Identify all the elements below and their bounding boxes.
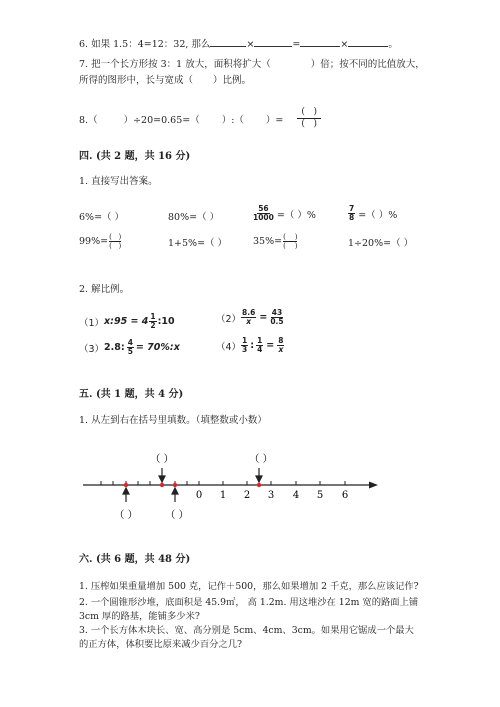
answer-blank[interactable] — [348, 46, 388, 47]
answer-paren[interactable]: （ ） — [114, 510, 138, 521]
word-problem-3-line-2: 的正方体，体积要比原来减少百分之几? — [79, 639, 243, 650]
calc-2c[interactable]: 35%= ( ) ( ) — [253, 233, 298, 250]
fraction: $\frac{1}{4}$ — [257, 336, 263, 354]
calc-2a[interactable]: 99%= ( ) ( ) — [79, 233, 122, 250]
down-arrow-head-icon — [256, 476, 262, 482]
proportion-3[interactable]: （3） 2.8: $\frac{4}{5}$ = 70%:x — [79, 338, 180, 356]
question-6: 6. 如果 1.5：4=12：32, 那么 × = × 。 — [79, 39, 398, 50]
tick-label: 2 — [243, 490, 251, 501]
calc-intro: 1. 直接写出答案。 — [79, 176, 158, 187]
fraction-answer-blank[interactable]: ( ) ( ) — [109, 233, 122, 250]
question-8: 8.（ ）÷20=0.65=（ ）:（ ）= ( ) ( ) — [79, 107, 321, 130]
fraction: $\frac{4}{5}$ — [127, 338, 133, 356]
calc-1a[interactable]: 6%=（ ） — [79, 212, 125, 223]
calc-1b[interactable]: 80%=（ ） — [168, 212, 220, 223]
solve-intro: 2. 解比例。 — [79, 284, 130, 295]
numberline-intro: 1. 从左到右在括号里填数。（填整数或小数） — [79, 415, 267, 426]
tick-label: 6 — [341, 490, 349, 501]
fraction: $\frac{43}{0.5}$ — [270, 308, 284, 326]
calc-2b[interactable]: 1+5%=（ ） — [168, 238, 228, 249]
section-4-title: 四. (共 2 题，共 16 分) — [79, 151, 191, 162]
question-7-line-2: 所得的图形中，长与宽成（ ）比例。 — [79, 75, 252, 86]
fraction: $\frac{56}{1000}$ — [253, 204, 274, 222]
tick-label: 4 — [292, 490, 300, 501]
calc-2d[interactable]: 1÷20%=（ ） — [348, 238, 414, 249]
fraction: $\frac{1}{3}$ — [242, 336, 248, 354]
calc-1d[interactable]: $\frac{7}{8}$ =（ ）% — [349, 204, 398, 222]
fraction-answer-blank[interactable]: ( ) ( ) — [297, 107, 321, 130]
fraction: $\frac{7}{8}$ — [349, 204, 355, 222]
word-problem-1: 1. 压榨如果重量增加 500 克，记作＋500，那么如果增加 2 千克，那么应该记作? — [79, 581, 419, 592]
fraction: $\frac{1}{2}$ — [150, 312, 156, 330]
fraction-answer-blank[interactable]: ( ) ( ) — [283, 233, 298, 250]
number-line — [0, 440, 500, 530]
fraction: $\frac{8}{x}$ — [278, 336, 284, 354]
down-arrow-head-icon — [159, 476, 165, 482]
proportion-1[interactable]: （1） x:95 = 4 $\frac{1}{2}$ :10 — [79, 312, 175, 330]
word-problem-3-line-1: 3. 一个长方体木块长、宽、高分别是 5cm、4cm、3cm。如果用它锯成一个最大 — [79, 625, 414, 636]
fraction: $\frac{8.6}{x}$ — [242, 308, 256, 326]
tick-label: 5 — [316, 490, 324, 501]
answer-blank[interactable] — [300, 46, 340, 47]
answer-blank[interactable] — [210, 46, 246, 47]
section-6-title: 六. (共 6 题，共 48 分) — [79, 554, 191, 565]
tick-label: 1 — [219, 490, 227, 501]
answer-paren[interactable]: （ ） — [165, 510, 189, 521]
answer-blank[interactable] — [254, 46, 292, 47]
word-problem-2-line-2: 3cm 厚的路基，能铺多少米? — [79, 611, 200, 622]
word-problem-2-line-1: 2. 一个圆锥形沙堆，底面积是 45.9㎡， 高 1.2m. 用这堆沙在 12m 宽的路面上铺 — [79, 597, 419, 608]
calc-1c[interactable]: $\frac{56}{1000}$ =（ ）% — [253, 204, 316, 222]
marker-point — [257, 483, 261, 487]
marker-point — [173, 483, 177, 487]
question-7-line-1: 7. 把一个长方形按 3：1 放大，面积将扩大（ ）倍；按不同的比值放大， — [79, 59, 425, 70]
proportion-4[interactable]: （4） $\frac{1}{3}$ : $\frac{1}{4}$ = $\frac{8}{x}$ — [216, 336, 284, 354]
proportion-2[interactable]: （2） $\frac{8.6}{x}$ = $\frac{43}{0.5}$ — [216, 308, 284, 326]
up-arrow-head-icon — [123, 488, 129, 494]
section-5-title: 五. (共 1 题，共 4 分) — [79, 389, 184, 400]
marker-point — [160, 483, 164, 487]
tick-label: 3 — [267, 490, 275, 501]
up-arrow-head-icon — [172, 488, 178, 494]
answer-paren[interactable]: （ ） — [249, 454, 273, 465]
number-line-arrow-icon — [369, 482, 378, 489]
answer-paren[interactable]: （ ） — [150, 454, 174, 465]
tick-label: 0 — [195, 490, 203, 501]
marker-point — [124, 483, 128, 487]
